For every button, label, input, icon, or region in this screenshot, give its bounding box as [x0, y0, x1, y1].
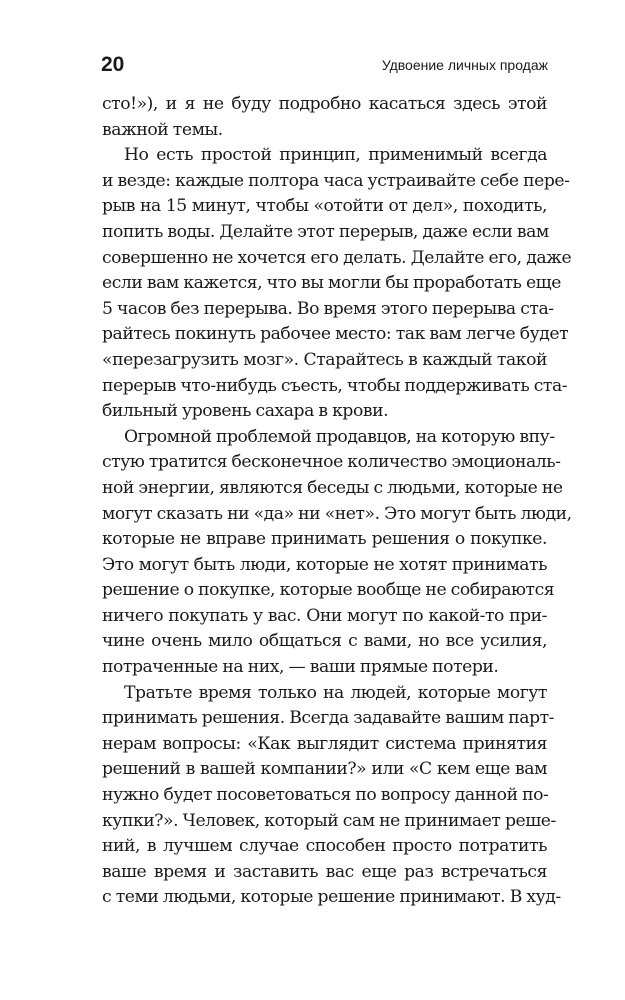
text-line: ний, в лучшем случае способен просто потратить	[102, 836, 547, 857]
text-line: совершенно не хочется его делать. Делайте его, даже	[102, 247, 572, 268]
text-line: важной темы.	[102, 119, 223, 140]
running-title: Удвоение личных продаж	[381, 57, 548, 73]
text-line: ной энергии, являются беседы с людьми, которые не	[102, 477, 563, 498]
text-line: Огромной проблемой продавцов, на которую впу-	[124, 426, 555, 447]
text-line: Это могут быть люди, которые не хотят принимать	[102, 554, 547, 575]
text-line: нерам вопросы: «Как выглядит система принятия	[102, 733, 547, 754]
text-line: нужно будет посоветоваться по вопросу данной по-	[102, 785, 549, 806]
text-line: Тратьте время только на людей, которые могут	[124, 682, 547, 703]
text-line: если вам кажется, что вы могли бы проработать еще	[102, 273, 561, 294]
text-line: «перезагрузить мозг». Старайтесь в каждый такой	[102, 349, 547, 370]
text-line: бильный уровень сахара в крови.	[102, 401, 389, 422]
text-line: ваше время и заставить вас еще раз встречаться	[102, 861, 547, 882]
body-text	[102, 92, 572, 911]
text-line: стую тратится бесконечное количество эмоциональ-	[102, 452, 561, 473]
text-line: перерыв что-нибудь съесть, чтобы поддерживать ста-	[102, 375, 568, 396]
text-line: решение о покупке, которые вообще не собираются	[102, 580, 555, 601]
text-line: рыв на 15 минут, чтобы «отойти от дел», походить,	[102, 196, 547, 217]
text-line: Но есть простой принцип, применимый всегда	[124, 145, 547, 166]
text-line: и везде: каждые полтора часа устраивайте себе пере-	[102, 170, 570, 191]
text-line: сто!»), и я не буду подробно касаться здесь этой	[102, 94, 547, 114]
text-line: попить воды. Делайте этот перерыв, даже если вам	[102, 221, 549, 242]
text-line: которые не вправе принимать решения о покупке.	[102, 529, 547, 550]
text-line: с теми людьми, которые решение принимают. В худ-	[102, 887, 561, 908]
text-line: потраченные на них, — ваши прямые потери.	[102, 657, 499, 678]
text-line: решений в вашей компании?» или «С кем еще вам	[102, 759, 547, 780]
text-line: купки?». Человек, который сам не принимает реше-	[102, 810, 556, 831]
text-line: могут сказать ни «да» ни «нет». Это могут быть люди,	[102, 503, 572, 524]
text-line: чине очень мило общаться с вами, но все усилия,	[102, 631, 547, 652]
text-line: принимать решения. Всегда задавайте вашим парт-	[102, 708, 555, 729]
text-line: ничего покупать у вас. Они могут по какой-то при-	[102, 605, 547, 626]
page-number: 20	[101, 53, 125, 76]
text-line: райтесь покинуть рабочее место: так вам легче будет	[102, 324, 569, 345]
text-line: 5 часов без перерыва. Во время этого перерыва ста-	[102, 298, 554, 319]
